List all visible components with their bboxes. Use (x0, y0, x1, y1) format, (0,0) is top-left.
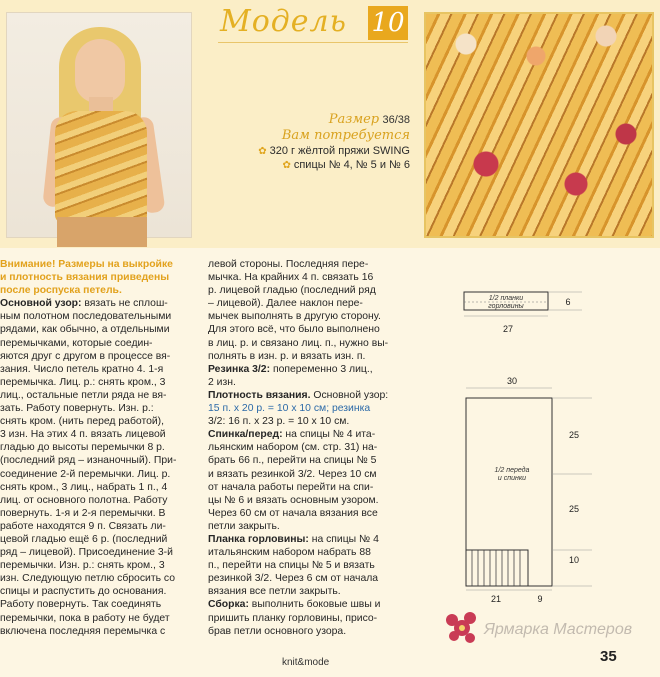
strip-label-2: горловины (488, 303, 524, 310)
neck-line: Планка горловины: на спицы № 4 (208, 533, 379, 545)
title-divider (218, 42, 408, 43)
assembly-line: Сборка: выполнить боковые швы и (208, 599, 381, 611)
rib-line: Резинка 3/2: попеременно 3 лиц., (208, 363, 373, 375)
text-line: перемычка. Лиц. р.: снять кром., 3 (0, 376, 166, 388)
brand-footer: knit&mode (282, 657, 330, 668)
specs-block (220, 112, 410, 171)
rib-height-label: 10 (568, 555, 580, 565)
model-title (218, 4, 408, 42)
text-line: рядами, как обычно, а отдельными (0, 324, 170, 336)
text-line: левой стороны. Последняя пере- (208, 259, 369, 270)
text-line: снять кром. (нить перед работой), (0, 416, 165, 428)
text-line: работе находятся 9 п. Связать ли- (0, 520, 166, 532)
back-front-heading: Спинка/перед: (208, 429, 283, 441)
pattern-line: Основной узор: вязать не сплош- (0, 298, 168, 310)
text-line: соединение 2-й перемычки. Лиц. р. (0, 468, 171, 480)
density-line: Плотность вязания. Основной узор: (208, 389, 389, 401)
model-number-badge: 10 (368, 6, 408, 40)
watermark-text: Ярмарка Мастеров (484, 621, 633, 638)
upper-height-label: 25 (568, 430, 580, 440)
instructions-left-column (0, 258, 196, 638)
side-width-label: 9 (537, 594, 543, 604)
size-line (220, 112, 410, 127)
text-line: включена последняя перемычка с (0, 625, 166, 637)
text-line: цевой гладью ещё 6 р. (последний (0, 533, 168, 545)
body-width-label: 30 (506, 376, 518, 386)
text-line: ряд – лицевой). Присоединение 3-й (0, 547, 173, 559)
text-line: льянским набором (см. стр. 31) на- (208, 442, 378, 454)
text-line: 15 п. х 20 р. = 10 х 10 см; резинка (208, 403, 371, 415)
text-line: петли закрыть. (208, 520, 280, 532)
text-line: (последний ряд – изнаночный). При- (0, 455, 177, 467)
warning-line: после роспуска петель. (0, 285, 122, 297)
neckband-heading: Планка горловины: (208, 533, 309, 545)
material-yarn: ✿ 320 г жёлтой пряжи SWING (258, 145, 410, 157)
body-piece (466, 398, 552, 586)
text-line: мычка. На крайних 4 п. связать 16 (208, 272, 374, 284)
strip-label-1: 1/2 планки (488, 295, 524, 302)
top-band (0, 0, 660, 248)
back-line: Спинка/перед: на спицы № 4 ита- (208, 429, 376, 441)
assembly-heading: Сборка: (208, 599, 249, 611)
body-label-1: 1/2 переда (494, 467, 530, 474)
material-needles: ✿ спицы № 4, № 5 и № 6 (282, 159, 410, 171)
text-line: зать. Работу повернуть. Изн. р.: (0, 403, 154, 415)
text-line: Для этого всё, что было выполнено (208, 324, 380, 336)
text-line: 3 изн. На этих 4 п. вязать лицевой (0, 429, 166, 441)
instructions-middle-column (208, 258, 420, 638)
rib-heading: Резинка 3/2: (208, 363, 271, 375)
text-line: резинкой 3/2. Через 6 см от начала (208, 573, 379, 585)
text-line: лиц., остальные петли ряда не вя- (0, 389, 167, 401)
text-line: – лицевой). Далее наклон пере- (208, 298, 363, 310)
text-line: перемычки. Изн. р.: снять кром., 3 (0, 560, 165, 572)
lower-height-label: 25 (568, 504, 580, 514)
rib-band (466, 550, 528, 586)
title-text: Модель (220, 4, 347, 39)
warning-line: и плотность вязания приведены (0, 272, 170, 284)
text-line: брав петли основного узора. (208, 625, 347, 637)
text-line: вязания все петли закрыть. (208, 586, 341, 598)
text-line: изн. Следующую петлю сбросить со (0, 573, 175, 585)
text-line: р. лицевой гладью (последний ряд (208, 285, 376, 297)
text-line: Через 60 см от начала вязания все (208, 507, 378, 519)
pattern-heading: Основной узор: (0, 298, 82, 310)
text-line: Работу повернуть. Так соединять (0, 599, 162, 611)
detail-photo (424, 12, 654, 238)
text-line: итальянским набором набрать 88 (208, 547, 371, 559)
text-line: от начала работы перейти на спи- (208, 481, 374, 493)
materials-heading: Вам потребуется (281, 128, 410, 143)
text-line: брать 66 п., перейти на спицы № 5 (208, 455, 377, 467)
text-line: спицы и распустить до основания. (0, 586, 167, 598)
model-photo (6, 12, 192, 238)
text-line: ным полотном последовательными (0, 311, 172, 323)
strip-width-label: 27 (502, 324, 514, 334)
text-line: пришить планку горловины, присо- (208, 612, 378, 624)
text-line: снять кром., 3 лиц., набрать 1 п., 4 (0, 481, 168, 493)
body-label-2: и спинки (497, 475, 527, 482)
text-line: п., перейти на спицы № 5 и вязать (208, 560, 375, 572)
text-line: яются друг с другом в процессе вя- (0, 350, 171, 362)
text-line: лиц. от основного полотна. Работу (0, 494, 168, 506)
text-line: перемычками, которые соедин- (0, 337, 153, 349)
pattern-schematic (432, 266, 632, 606)
text-line: повернуть. 1-я и 2-я перемычки. В (0, 507, 166, 519)
density-heading: Плотность вязания. (208, 389, 311, 401)
strip-height-label: 6 (565, 297, 571, 307)
text-line: и вязать резинкой 3/2. Через 10 см (208, 468, 377, 480)
text-line: цы № 6 и вязать основным узором. (208, 494, 379, 506)
text-line: в лиц. р. и связано лиц. п., нужно вы- (208, 337, 389, 349)
text-line: 2 изн. (208, 376, 236, 388)
page-number: 35 (600, 648, 617, 665)
size-value: 36/38 (382, 114, 410, 126)
rib-width-label: 21 (490, 594, 502, 604)
text-line: гладью до высоты перемычки 8 р. (0, 442, 165, 454)
text-line: перемычки, пока в работу не будет (0, 612, 170, 624)
bullet-icon: ✿ (282, 160, 291, 171)
text-line: мычек выполнять в другую сторону. (208, 311, 381, 323)
size-label: Размер (328, 112, 380, 127)
text-line: полнять в изн. р. и вязать изн. п. (208, 350, 366, 362)
text-line: 3/2: 16 п. х 23 р. = 10 х 10 см. (208, 416, 350, 428)
bullet-icon: ✿ (258, 146, 267, 157)
text-line: зания. Число петель кратно 4. 1-я (0, 363, 164, 375)
warning-line: Внимание! Размеры на выкройке (0, 259, 173, 270)
